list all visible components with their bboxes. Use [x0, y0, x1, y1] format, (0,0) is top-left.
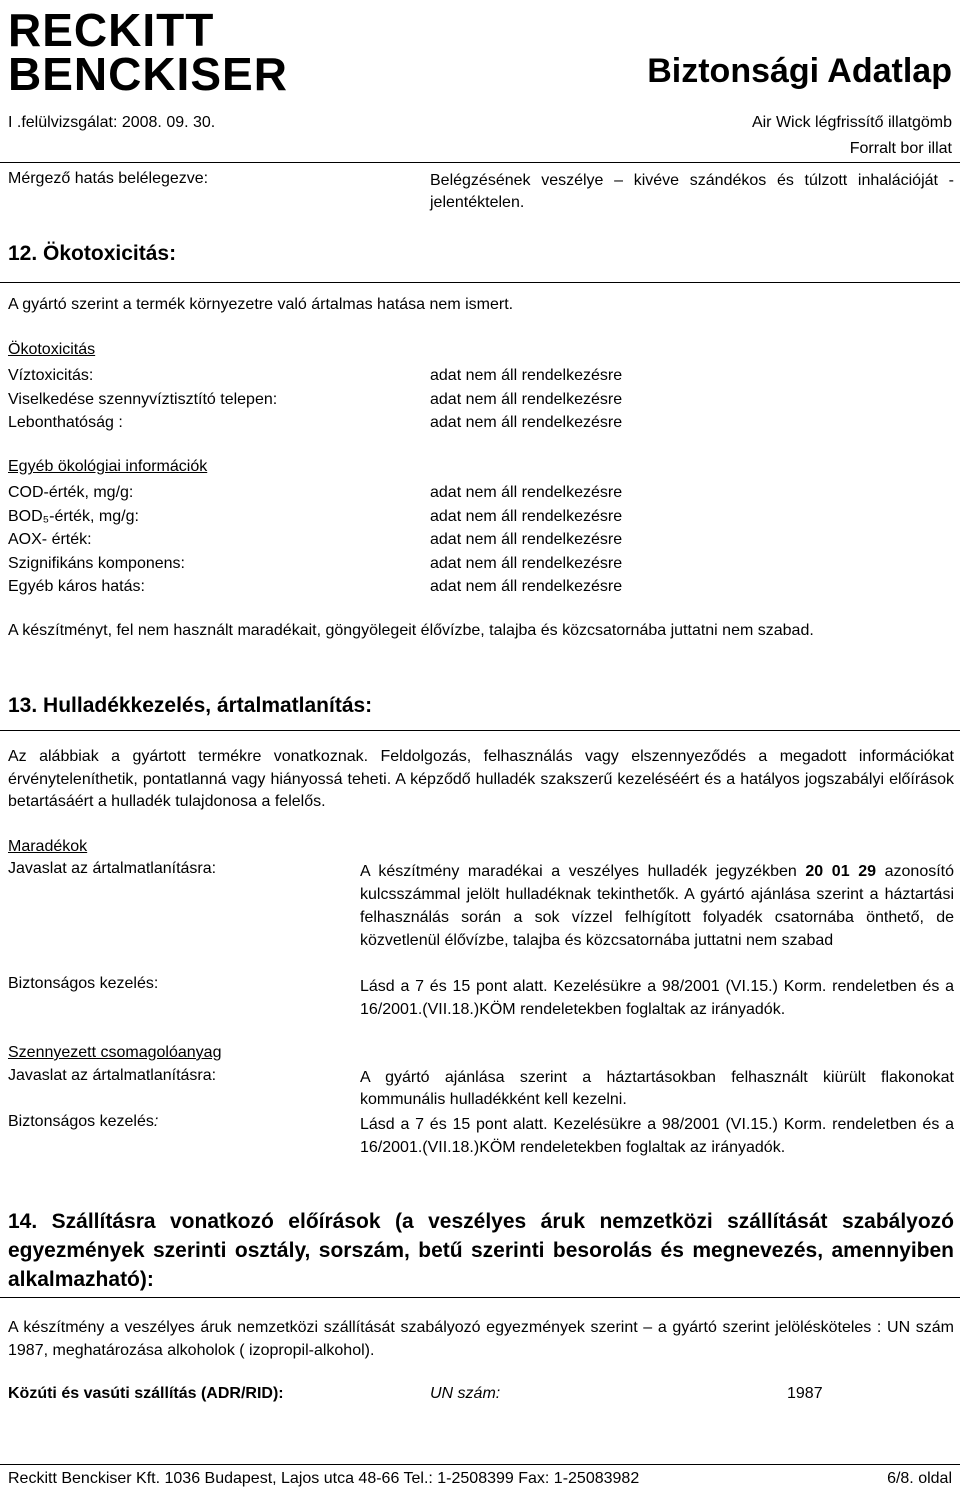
page-number: 6/8. oldal	[887, 1470, 952, 1487]
un-number-label: UN szám:	[430, 1385, 501, 1402]
header-divider	[0, 162, 960, 163]
bod5-value: adat nem áll rendelkezésre	[430, 507, 623, 525]
section-13-intro: Az alábbiak a gyártott termékre vonatkoznak. Feldolgozás, felhasználás vagy elszennyeződés a megadott információkat érvényteleníthetik, pontatlanná vagy hiányossá teheti. A képződő hulladék szakszerű kezeléséért és a hatályos jogszabályi előírások betartásáért a hulladék tulajdonosa a felelős.	[8, 748, 954, 810]
other-eco-info-title: Egyéb ökológiai információk	[8, 458, 208, 475]
footer-divider	[0, 1464, 960, 1465]
degradability-label: Lebonthatóság :	[8, 414, 123, 431]
product-name: Air Wick légfrissítő illatgömb	[751, 114, 952, 131]
section-14-intro: A készítmény a veszélyes áruk nemzetközi szállítását szabályozó egyezmények szerint – a gyártó szerint jelölésköteles : UN szám 1987, meghatározása alkoholok ( izopropil-alkohol).	[8, 1319, 954, 1359]
cod-value: adat nem áll rendelkezésre	[430, 484, 623, 501]
degradability-value: adat nem áll rendelkezésre	[430, 414, 623, 431]
section-13-heading: 13. Hulladékkezelés, ártalmatlanítás:	[8, 694, 373, 717]
disposal-text-a: A készítmény maradékai a veszélyes hulladék jegyzékben	[360, 863, 806, 880]
packaging-disposal-text: A gyártó ajánlása szerint a háztartásokban felhasznált kiürült flakonokat kommunális hulladékként kell kezelni.	[360, 1069, 954, 1108]
road-rail-label: Közúti és vasúti szállítás (ADR/RID):	[8, 1385, 284, 1402]
un-number-value: 1987	[787, 1385, 823, 1402]
logo-line-2: BENCKISER	[8, 48, 288, 100]
ecotoxicity-title: Ökotoxicitás	[8, 341, 96, 358]
packaging-safe-text: Lásd a 7 és 15 pont alatt. Kezelésükre a 98/2001 (VI.15.) Korm. rendeletben és a 16/2001.(VII.18.)KÖM rendeletekben foglaltak az irányadók.	[360, 1116, 954, 1156]
section-14-heading: 14. Szállításra vonatkozó előírások (a veszélyes áruk nemzetközi szállítását szabályozó egyezmények szerinti osztály, sorszám, betű szerinti besorolás és megnevezés, amennyiben alkalmazható):	[8, 1210, 954, 1291]
other-eco-labels	[8, 481, 185, 599]
revision-date: I .felülvizsgálat: 2008. 09. 30.	[8, 114, 216, 131]
page-footer	[8, 1470, 952, 1488]
section-12-heading: 12. Ökotoxicitás:	[8, 242, 177, 265]
section-12-divider	[0, 282, 960, 283]
ecotoxicity-labels	[8, 364, 277, 435]
bod5-label: BOD₅-érték, mg/g:	[8, 507, 139, 525]
significant-component-value: adat nem áll rendelkezésre	[430, 554, 623, 572]
packaging-safe-label	[8, 1113, 158, 1131]
disposal-text	[360, 860, 954, 952]
company-logo	[8, 4, 288, 100]
safe-handling-text: Lásd a 7 és 15 pont alatt. Kezelésükre a 98/2001 (VI.15.) Korm. rendeletben és a 16/2001.(VII.18.)KÖM rendeletekben foglaltak az irányadók.	[360, 978, 954, 1018]
packaging-disposal-label: Javaslat az ártalmatlanításra:	[8, 1067, 217, 1084]
section-12-note: A készítményt, fel nem használt maradékait, göngyölegeit élővízbe, talajba és közcsatornába juttatni nem szabad.	[8, 622, 814, 639]
other-harmful-effect-value: adat nem áll rendelkezésre	[430, 578, 623, 595]
footer-company: Reckitt Benckiser Kft. 1036 Budapest, Lajos utca 48-66 Tel.: 1-2508399 Fax: 1-25083982	[8, 1470, 640, 1487]
significant-component-label: Szignifikáns komponens:	[8, 554, 185, 572]
disposal-text-b: azonosító kulcsszámmal jelölt hulladéknak tekinthetők. A gyártó ajánlása szerint a háztartási felhasználás során a sok vízzel felhígított folyadék csatornába önthető, de közvetlenül élővízbe, talajba és közcsatornába juttatni nem szabad	[360, 863, 955, 949]
other-harmful-effect-label: Egyéb káros hatás:	[8, 578, 145, 595]
section-12-intro: A gyártó szerint a termék környezetre való ártalmas hatása nem ismert.	[8, 296, 514, 313]
aox-value: adat nem áll rendelkezésre	[430, 531, 623, 548]
water-toxicity-label: Víztoxicitás:	[8, 367, 94, 384]
water-toxicity-value: adat nem áll rendelkezésre	[430, 367, 623, 384]
packaging-safe-label-a: Biztonságos kezelés	[8, 1113, 154, 1130]
section-13-divider	[0, 730, 960, 731]
packaging-title: Szennyezett csomagolóanyag	[8, 1044, 222, 1061]
sewage-behaviour-label: Viselkedése szennyvíztisztító telepen:	[8, 390, 278, 408]
logo-line-1: RECKITT	[8, 4, 215, 56]
inhalation-value: Belégzésének veszélye – kivéve szándékos és túlzott inhalációját - jelentéktelen.	[430, 172, 954, 211]
sewage-behaviour-value: adat nem áll rendelkezésre	[430, 390, 623, 408]
ecotoxicity-values	[430, 364, 622, 435]
residues-title: Maradékok	[8, 838, 88, 855]
inhalation-label: Mérgező hatás belélegezve:	[8, 170, 209, 187]
cod-label: COD-érték, mg/g:	[8, 484, 134, 501]
packaging-safe-label-b: :	[153, 1113, 159, 1130]
aox-label: AOX- érték:	[8, 531, 92, 548]
section-14-divider	[0, 1297, 960, 1298]
product-variant: Forralt bor illat	[849, 140, 952, 157]
safe-handling-label: Biztonságos kezelés:	[8, 975, 159, 992]
disposal-label: Javaslat az ártalmatlanításra:	[8, 860, 217, 877]
waste-code: 20 01 29	[805, 863, 877, 880]
other-eco-values	[430, 481, 622, 599]
document-title: Biztonsági Adatlap	[647, 52, 952, 90]
